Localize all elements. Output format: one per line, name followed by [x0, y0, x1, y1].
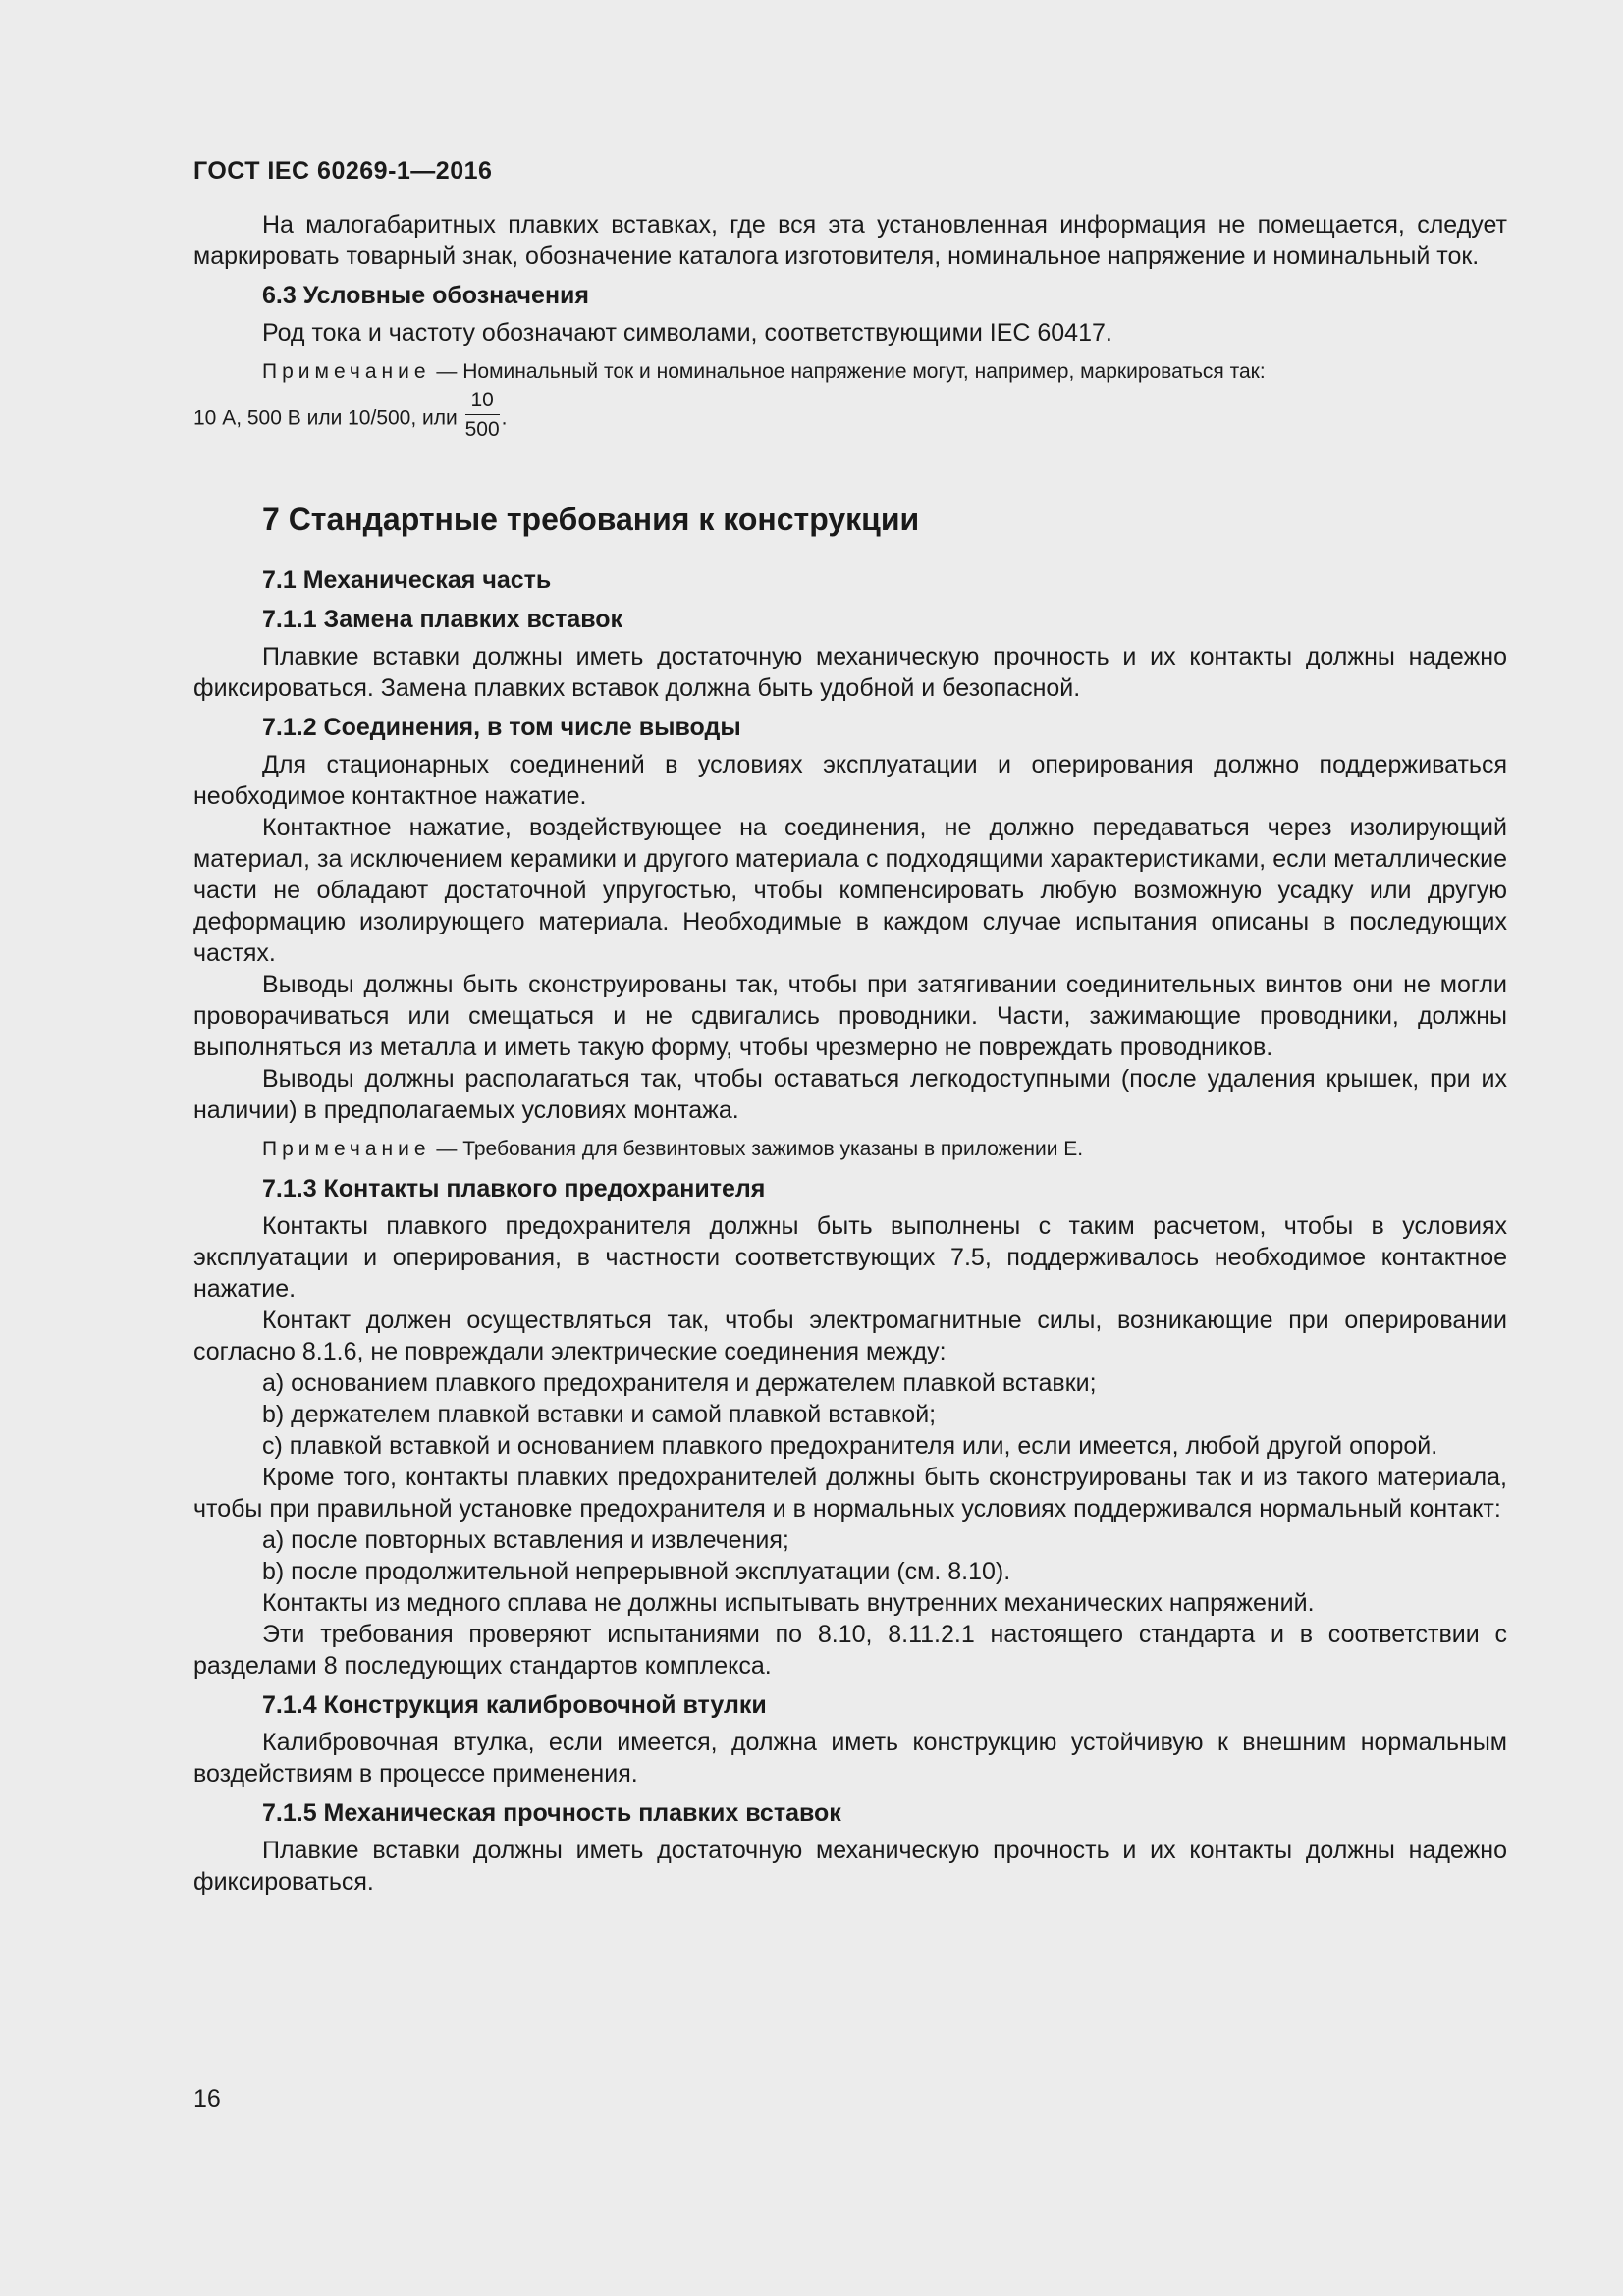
- paragraph-intro: На малогабаритных плавких вставках, где вся эта установленная информация не помещается, следует маркировать товарный знак, обозначение каталога изготовителя, номинальное напряжение и номинальный ток.: [193, 211, 1507, 270]
- list-item: b) держателем плавкой вставки и самой плавкой вставкой;: [262, 1401, 937, 1428]
- heading-7-1: 7.1 Механическая часть: [262, 566, 552, 594]
- note-1-line2: [193, 389, 1507, 447]
- note-2-text: — Требования для безвинтовых зажимов указаны в приложении Е.: [430, 1138, 1084, 1160]
- document-page: [193, 157, 1507, 1897]
- paragraph-7-1-2-d: Выводы должны располагаться так, чтобы оставаться легкодоступными (после удаления крышек, при их наличии) в предполагаемых условиях монтажа.: [193, 1065, 1507, 1124]
- paragraph-7-1-3-b: Контакт должен осуществляться так, чтобы электромагнитные силы, возникающие при оперировании согласно 8.1.6, не повреждали электрические соединения между:: [193, 1307, 1507, 1365]
- note-1: [193, 356, 1507, 388]
- paragraph-7-1-2-c: Выводы должны быть сконструированы так, чтобы при затягивании соединительных винтов они не могли проворачиваться или смещаться и не сдвигались проводники. Части, зажимающие проводники, должны выполняться из металла и иметь такую форму, чтобы чрезмерно не повреждать проводников.: [193, 971, 1507, 1061]
- note-2-label: Примечание: [262, 1138, 431, 1160]
- list-item: a) основанием плавкого предохранителя и держателем плавкой вставки;: [262, 1369, 1097, 1397]
- paragraph-7-1-3-e: Эти требования проверяют испытаниями по 8.10, 8.11.2.1 настоящего стандарта и в соответствии с разделами 8 последующих стандартов комплекса.: [193, 1621, 1507, 1680]
- paragraph-7-1-2-b: Контактное нажатие, воздействующее на соединения, не должно передаваться через изолирующий материал, за исключением керамики и другого материала с подходящими характеристиками, если металлические части не обладают достаточной упругостью, чтобы компенсировать любую возможную усадку или другую деформацию изолирующего материала. Необходимые в каждом случае испытания описаны в последующих частях.: [193, 814, 1507, 967]
- heading-7-1-3: 7.1.3 Контакты плавкого предохранителя: [262, 1175, 766, 1202]
- list-item: c) плавкой вставкой и основанием плавкого предохранителя или, если имеется, любой другой опорой.: [262, 1432, 1438, 1460]
- paragraph-7-1-4: Калибровочная втулка, если имеется, должна иметь конструкцию устойчивую к внешним нормальным воздействиям в процессе применения.: [193, 1729, 1507, 1788]
- heading-7-1-2: 7.1.2 Соединения, в том числе выводы: [262, 714, 741, 741]
- note-2: [193, 1134, 1507, 1165]
- paragraph-7-1-1: Плавкие вставки должны иметь достаточную механическую прочность и их контакты должны надежно фиксироваться. Замена плавких вставок должна быть удобной и безопасной.: [193, 643, 1507, 702]
- note-1-text: — Номинальный ток и номинальное напряжение могут, например, маркироваться так:: [430, 360, 1266, 383]
- document-header: ГОСТ IEC 60269-1—2016: [193, 157, 493, 185]
- fraction-denominator: 500: [464, 418, 500, 441]
- paragraph-7-1-3-c: Кроме того, контакты плавких предохранителей должны быть сконструированы так и из такого материала, чтобы при правильной установке предохранителя и в нормальных условиях поддерживался нормальный контакт:: [193, 1464, 1507, 1522]
- paragraph-7-1-3-a: Контакты плавкого предохранителя должны быть выполнены с таким расчетом, чтобы в условиях эксплуатации и оперирования, в частности соответствующих 7.5, поддерживалось необходимое контактное нажатие.: [193, 1212, 1507, 1303]
- page-number: 16: [193, 2085, 221, 2112]
- heading-7: 7 Стандартные требования к конструкции: [262, 502, 920, 537]
- heading-7-1-1: 7.1.1 Замена плавких вставок: [262, 606, 623, 633]
- paragraph-7-1-5: Плавкие вставки должны иметь достаточную механическую прочность и их контакты должны надежно фиксироваться.: [193, 1837, 1507, 1896]
- list-item: b) после продолжительной непрерывной эксплуатации (см. 8.10).: [262, 1558, 1011, 1585]
- note-1-line2-text: 10 А, 500 В или 10/500, или: [193, 406, 463, 430]
- paragraph-7-1-3-d: Контакты из медного сплава не должны испытывать внутренних механических напряжений.: [262, 1589, 1315, 1617]
- list-item: a) после повторных вставления и извлечения;: [262, 1526, 789, 1554]
- heading-6-3: 6.3 Условные обозначения: [262, 282, 590, 309]
- heading-7-1-5: 7.1.5 Механическая прочность плавких вставок: [262, 1799, 841, 1827]
- paragraph-6-3: Род тока и частоту обозначают символами, соответствующими IEC 60417.: [262, 319, 1112, 347]
- heading-7-1-4: 7.1.4 Конструкция калибровочной втулки: [262, 1691, 767, 1719]
- fraction: [465, 388, 500, 443]
- fraction-numerator: 10: [465, 388, 500, 415]
- note-1-label: Примечание: [262, 360, 431, 383]
- paragraph-7-1-2-a: Для стационарных соединений в условиях эксплуатации и оперирования должно поддерживаться необходимое контактное нажатие.: [193, 751, 1507, 810]
- note-1-end: .: [501, 406, 508, 430]
